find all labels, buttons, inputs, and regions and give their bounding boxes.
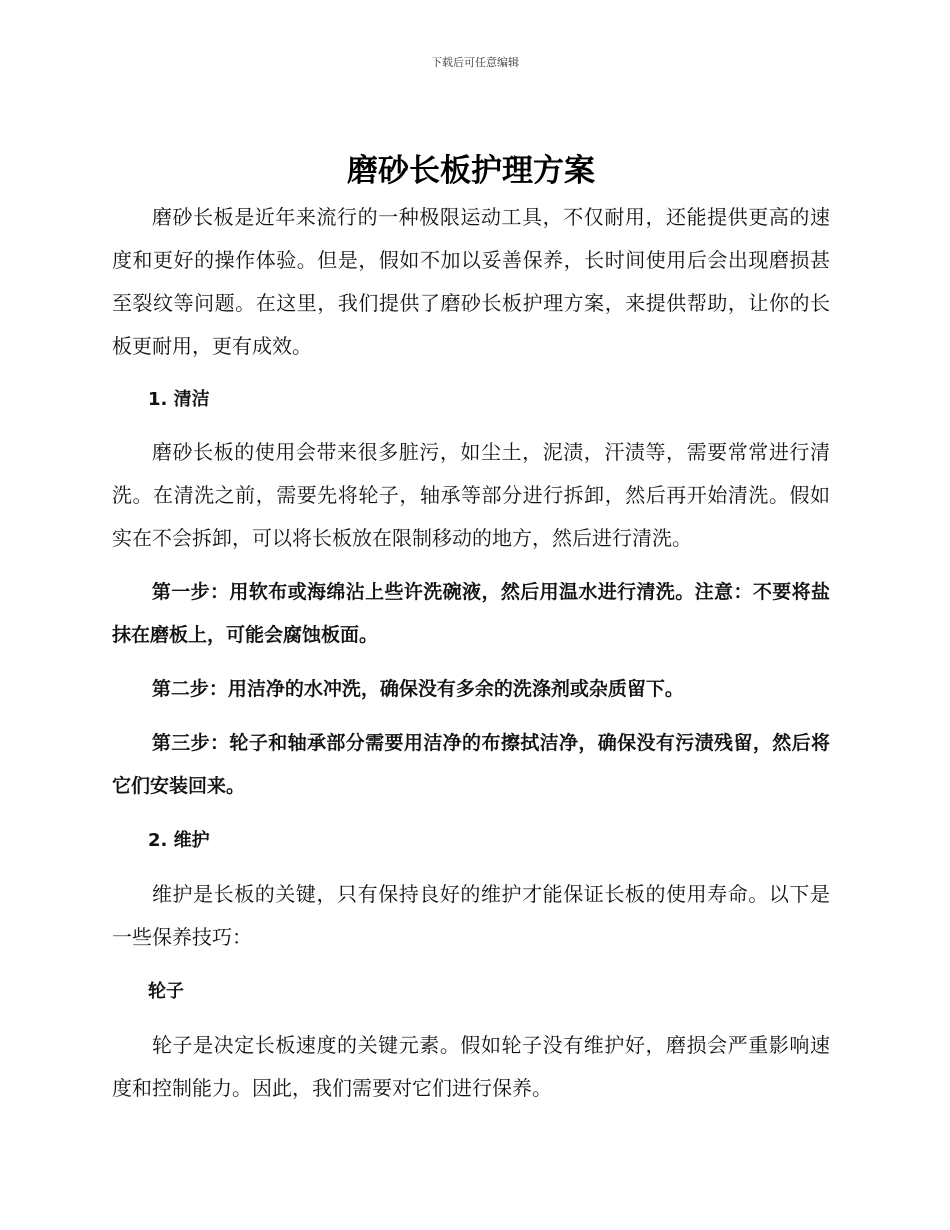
section-heading-maintenance: 2. 维护 [148, 830, 210, 851]
subsection-heading-wheels: 轮子 [148, 981, 184, 1002]
intro-paragraph: 磨砂长板是近年来流行的一种极限运动工具，不仅耐用，还能提供更高的速度和更好的操作体验。但是，假如不加以妥善保养，长时间使用后会出现磨损甚至裂纹等问题。在这里，我们提供了磨砂长板护理方案，来提供帮助，让你的长板更耐用，更有成效。 [112, 205, 830, 358]
cleaning-paragraph: 磨砂长板的使用会带来很多脏污，如尘土，泥渍，汗渍等，需要常常进行清洗。在清洗之前，需要先将轮子，轴承等部分进行拆卸，然后再开始清洗。假如实在不会拆卸，可以将长板放在限制移动的地方，然后进行清洗。 [112, 440, 830, 550]
cleaning-step-3: 第三步：轮子和轴承部分需要用洁净的布擦拭洁净，确保没有污渍残留，然后将它们安装回来。 [112, 732, 830, 797]
cleaning-step-2: 第二步：用洁净的水冲洗，确保没有多余的洗涤剂或杂质留下。 [151, 678, 684, 700]
header-note: 下载后可任意编辑 [431, 56, 519, 69]
cleaning-step-1: 第一步：用软布或海绵沾上些许洗碗液，然后用温水进行清洗。注意：不要将盐抹在磨板上，可能会腐蚀板面。 [112, 581, 830, 646]
page-title: 磨砂长板护理方案 [347, 153, 595, 189]
section-heading-cleaning: 1. 清洁 [148, 389, 210, 410]
document-body [112, 146, 830, 1110]
maintenance-paragraph: 维护是长板的关键，只有保持良好的维护才能保证长板的使用寿命。以下是一些保养技巧： [112, 882, 830, 949]
wheels-paragraph: 轮子是决定长板速度的关键元素。假如轮子没有维护好，磨损会严重影响速度和控制能力。因此，我们需要对它们进行保养。 [112, 1033, 830, 1100]
